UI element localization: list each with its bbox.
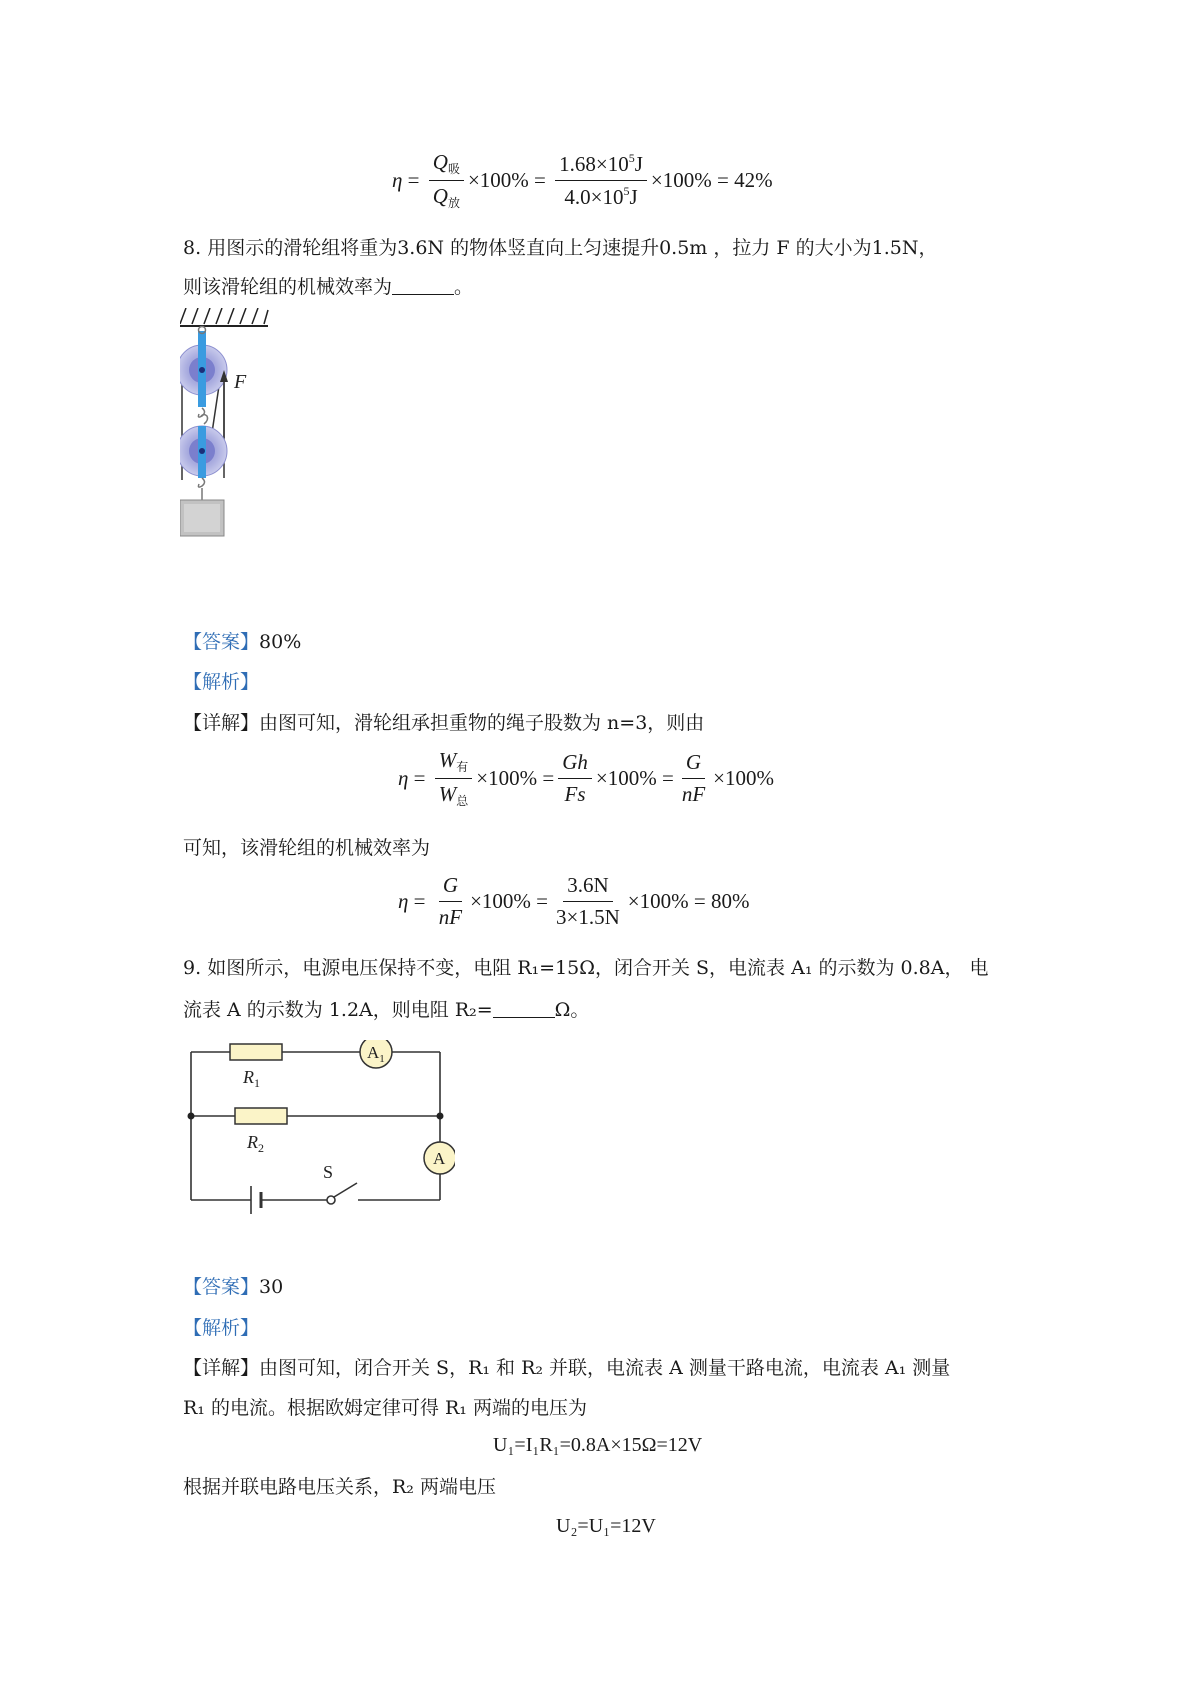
q9-ohms-law-equation: U₁=I₁R₁=0.8A×15Ω=12V (493, 1434, 703, 1456)
ammeter-a (424, 1142, 455, 1174)
q9-answer: 30 (259, 1276, 284, 1298)
circuit-diagram (185, 1040, 455, 1220)
hanging-weight (180, 488, 224, 536)
heat-ratio-fraction: $\frac{Q_吸}{Q_放}$ (429, 150, 464, 211)
q8-number: 8. (183, 237, 202, 259)
analysis-tag: 【解析】 (183, 1317, 260, 1339)
resistor-r2 (235, 1108, 287, 1155)
q9-detail-line2 (183, 1393, 587, 1423)
pulley-system-figure (180, 308, 290, 583)
q8-analysis-line (183, 667, 259, 697)
svg-text:R2: $R_2$ (247, 1132, 264, 1155)
analysis-tag: 【解析】 (183, 671, 260, 693)
answer-tag: 【答案】 (183, 631, 260, 653)
q8-efficiency-result: η = $\frac{G}{nF}$ ×100% = $\frac{3.6N}{3\times 1.5N}$ ×100% = 80% (398, 873, 750, 929)
q8-detail-line (183, 708, 704, 738)
q8-detail-text: 由图可知，滑轮组承担重物的绳子股数为 n=3，则由 (259, 712, 705, 734)
detail-tag: 【详解】 (183, 712, 260, 734)
q9-text: 如图所示，电源电压保持不变，电阻 R₁=15Ω，闭合开关 S，电流表 A₁ 的示数为 0.8A， 电 (207, 957, 989, 979)
q7-result: ×100% = 42% (650, 168, 773, 192)
answer-tag: 【答案】 (183, 1276, 260, 1298)
times-100-percent: ×100% (467, 168, 529, 192)
q7-efficiency-equation: η = $\frac{Q_吸}{Q_放}$ ×100% = $\frac{1.68\times 10^5J}{4.0\times 10^5J}$ ×100% = 42% (392, 150, 773, 210)
q9-statement-line2: 流表 A 的示数为 1.2A，则电阻 R₂= Ω。 (183, 999, 590, 1021)
svg-text:R1: $R_1$ (243, 1067, 260, 1090)
q9-detail-line1 (183, 1353, 950, 1383)
battery-symbol (251, 1186, 261, 1214)
ammeter-a1 (360, 1040, 392, 1068)
q8-mid-text: 可知，该滑轮组的机械效率为 (183, 837, 431, 859)
force-arrow (220, 370, 247, 438)
ceiling-hatch (180, 308, 268, 326)
svg-text:A1: $A_1$ (367, 1043, 385, 1065)
value-ratio-fraction: $\frac{1.68\times 10^5J}{4.0\times 10^5J}$ (555, 151, 647, 210)
movable-pulley (180, 415, 227, 488)
q9-statement-line1 (183, 953, 989, 983)
q9-answer-line (183, 1272, 283, 1302)
force-label: F (234, 371, 247, 393)
switch-symbol (323, 1162, 357, 1204)
q8-statement-line2: 则该滑轮组的机械效率为 。 (183, 276, 474, 298)
q9-mid-text: 根据并联电路电压关系，R₂ 两端电压 (183, 1476, 496, 1498)
switch-label: S (323, 1162, 334, 1182)
q9-voltage-equation: U₂=U₁=12V (556, 1515, 656, 1537)
q8-statement-line1 (183, 233, 937, 263)
eta-symbol: η (392, 168, 403, 192)
resistor-r1 (230, 1044, 282, 1090)
detail-tag: 【详解】 (183, 1357, 260, 1379)
q9-detail-text-1: 由图可知，闭合开关 S，R₁ 和 R₂ 并联，电流表 A 测量干路电流，电流表 A₁ 测量 (259, 1357, 951, 1379)
q9-analysis-line (183, 1313, 259, 1343)
q9-answer-blank (493, 997, 555, 1018)
q9-number: 9. (183, 957, 202, 979)
q8-answer-blank (392, 274, 454, 295)
q8-answer: 80% (259, 631, 302, 653)
q8-efficiency-formula: η = $\frac{W_有}{W_总}$ ×100% = $\frac{Gh}{Fs}$ ×100% = $\frac{G}{nF}$ ×100% (398, 748, 774, 808)
svg-text:A: A (433, 1149, 446, 1168)
q8-text: 用图示的滑轮组将重为3.6N 的物体竖直向上匀速提升0.5m ，拉力 F 的大小为1.5N， (207, 237, 938, 259)
q8-answer-line (183, 627, 301, 657)
q9-detail-text-2: R₁ 的电流。根据欧姆定律可得 R₁ 两端的电压为 (183, 1397, 587, 1419)
fixed-pulley (180, 327, 227, 418)
